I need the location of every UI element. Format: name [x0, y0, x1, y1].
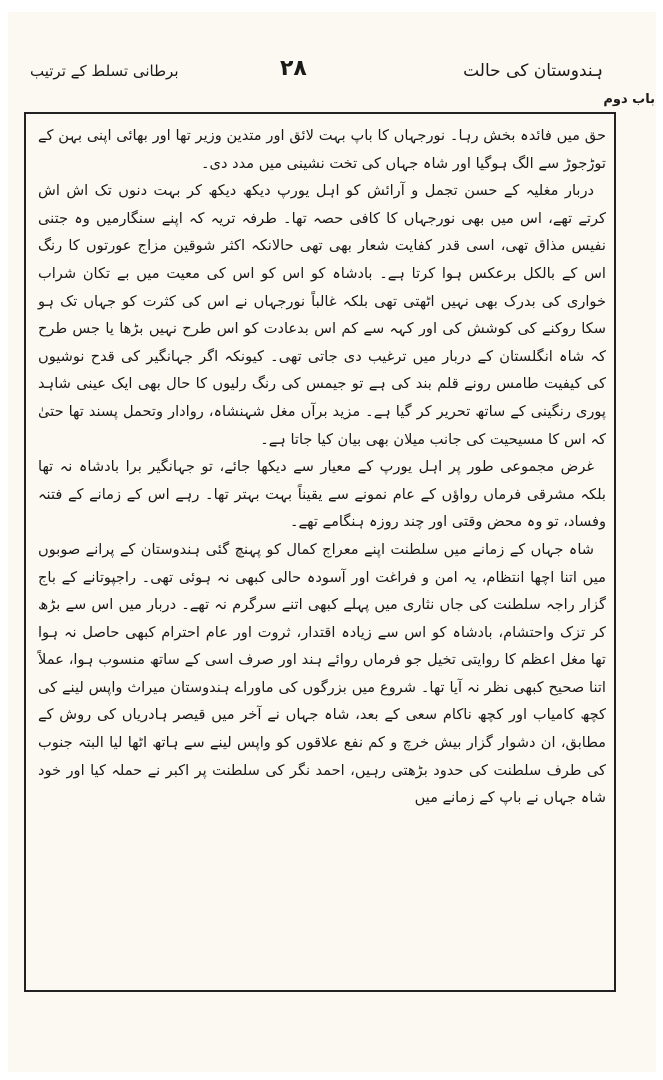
paragraph-4: شاہ جہاں کے زمانے میں سلطنت اپنے معراج کمال کو پہنچ گئی ہندوستان کے پرانے صوبوں میں اتنا اچھا انتظام، یہ امن و فراغت اور آسودہ حالی کبھی نہ ہوئی تھی۔ راجپوتانے کے باج گزار راجہ سلطنت کی جاں نثاری میں پہلے کبھی اتنے سرگرم نہ تھے۔ دربار میں اس سے بڑھ کر تزک واحتشام، بادشاہ کو اس سے زیادہ اقتدار، ثروت اور عام احترام کبھی حاصل نہ ہوا تھا مغل اعظم کا روایتی تخیل جو فرماں روائے ہند اور صرف اسی کے ساتھ منسوب ہوا، عملاً اتنا صحیح کبھی نظر نہ آیا تھا۔ شروع میں بزرگوں کی ماوراے ہندوستان میراث واپس لینے کی کچھ کامیاب اور کچھ ناکام سعی کے بعد، شاہ جہاں نے آخر میں قیصر ہادریاں کی روش کے مطابق، ان دشوار گزار بیش خرچ و کم نفع علاقوں کو واپس لینے سے ہاتھ اٹھا لیا البتہ جنوب کی طرف سلطنت کی حدود بڑھتی رہیں، احمد نگر کی سلطنت پر اکبر نے حملہ کیا اور خود شاہ جہاں نے باپ کے زمانے میں	[38, 540, 606, 807]
running-header	[0, 58, 663, 98]
header-chapter-title: برطانی تسلط کے ترتیب	[30, 62, 179, 80]
chapter-label: باب دوم	[603, 92, 655, 107]
paragraph-3: غرض مجموعی طور پر اہل یورپ کے معیار سے دیکھا جائے، تو جہانگیر برا بادشاہ نہ تھا بلکہ مشرقی فرماں رواؤں کے عام نمونے سے یقیناً بہت بہتر تھا۔ رہے اس کے زمانے کے فتنہ وفساد، تو وہ محض وقتی اور چند روزہ ہنگامے تھے۔	[38, 458, 606, 531]
paragraph-1: حق میں فائدہ بخش رہا۔ نورجہاں کا باپ بہت لائق اور متدین وزیر تھا اور بھائی اپنی بہن کے توڑجوڑ سے الگ ہوگیا اور شاہ جہاں کی تخت نشینی میں مدد دی۔	[38, 127, 606, 172]
paragraph-2: دربار مغلیہ کے حسن تجمل و آرائش کو اہل یورپ دیکھ دیکھ کر بہت دنوں تک اش اش کرتے تھے، اس میں بھی نورجہاں کا کافی حصہ تھا۔ طرفہ تریہ کہ اپنے سنگارمیں وہ جتنی نفیس مذاق تھی، اسی قدر کفایت شعار بھی تھی حالانکہ اکثر شوقین مزاج عورتوں کا رنگ اس کے بالکل برعکس ہوا کرتا ہے۔ بادشاہ کو اس کو اس کی معیت میں بے تکان شراب خواری کی بدرک بھی نہیں اٹھتی تھی بلکہ غالباً نورجہاں نے اس کی کثرت کو جہاں تک ہو سکا روکنے کی کوشش کی اور کہہ سے کم اس بدعادت کو اس طرح نہیں بڑھا یا جس طرح کہ شاہ انگلستان کے دربار میں ترغیب دی جاتی تھی۔ کیونکہ اگر جہانگیر کی قدح نوشیوں کی کیفیت طامس رونے قلم بند کی ہے تو جیمس کی رنگ رلیوں کا حال بھی ایک عینی شاہد پوری رنگینی کے ساتھ تحریر کر گیا ہے۔ مزید برآں مغل شہنشاہ، روادار وتحمل پسند تھا حتیٰ کہ اس کا مسیحیت کی جانب میلان بھی بیان کیا جاتا ہے۔	[38, 182, 606, 448]
header-book-title: ہندوستان کی حالت	[463, 61, 603, 81]
page-number: ۲۸	[280, 56, 307, 81]
body-text	[38, 122, 606, 812]
